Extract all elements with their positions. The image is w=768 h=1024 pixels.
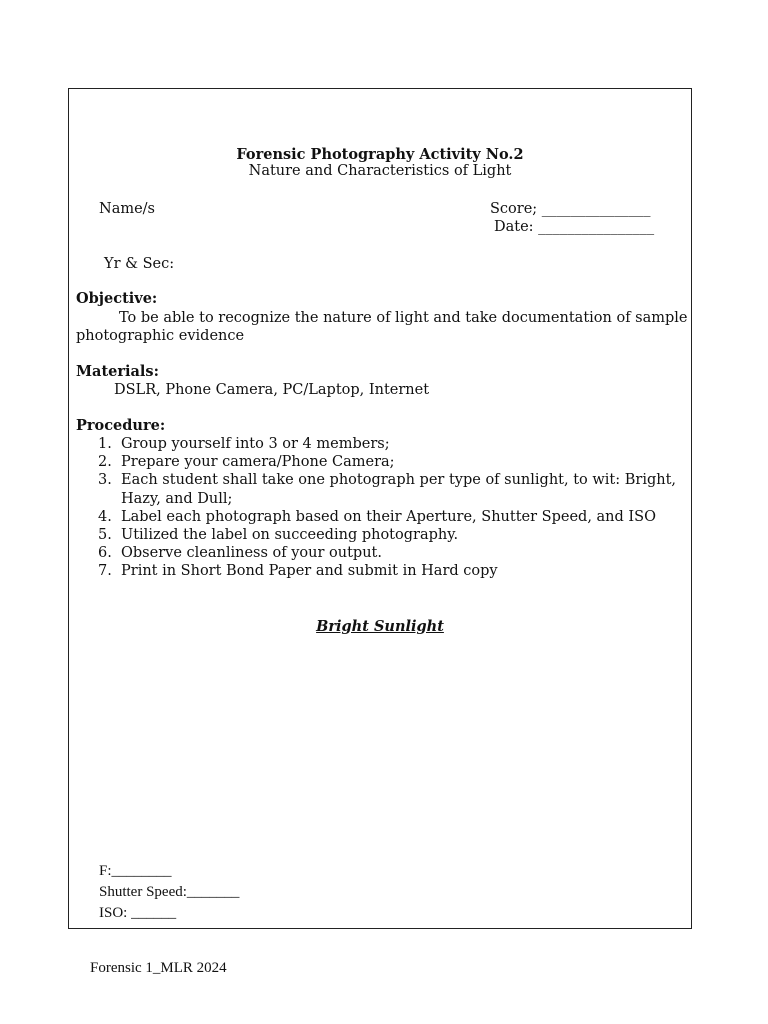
procedure-step — [76, 562, 688, 580]
iso-label: ISO: ______ — [99, 905, 177, 921]
step-text: Prepare your camera/Phone Camera; — [121, 454, 395, 471]
procedure-step — [76, 544, 688, 562]
procedure-step — [76, 435, 688, 453]
document-subtitle: Nature and Characteristics of Light — [248, 163, 512, 179]
step-number: 7. — [98, 563, 112, 580]
step-text: Group yourself into 3 or 4 members; — [121, 436, 390, 452]
step-number: 1. — [98, 436, 112, 452]
procedure-heading: Procedure: — [76, 417, 166, 434]
procedure-step — [76, 471, 688, 507]
step-text: Label each photograph based on their Aperture, Shutter Speed, and ISO — [121, 508, 656, 525]
objective-text-line1: To be able to recognize the nature of light and take documentation of sample — [119, 310, 688, 326]
shutter-speed-label: Shutter Speed:_______ — [99, 884, 240, 900]
step-text: Each student shall take one photograph per type of sunlight, to wit: Bright, Hazy, and Dull; — [121, 472, 677, 507]
step-number: 5. — [98, 527, 112, 544]
objective-text-line2: photographic evidence — [76, 328, 245, 344]
materials-text: DSLR, Phone Camera, PC/Laptop, Internet — [114, 382, 430, 398]
procedure-step — [76, 526, 688, 544]
materials-heading: Materials: — [76, 363, 159, 380]
step-number: 6. — [98, 545, 112, 562]
document-title: Forensic Photography Activity No.2 — [236, 146, 524, 163]
step-number: 3. — [98, 472, 112, 489]
step-number: 2. — [98, 454, 112, 471]
score-field-label: Score; _______________ — [490, 201, 651, 217]
aperture-label: F:________ — [99, 863, 172, 879]
step-text: Observe cleanliness of your output. — [121, 545, 382, 562]
date-field-label: Date: ________________ — [494, 219, 655, 235]
step-number: 4. — [98, 508, 112, 525]
procedure-step — [76, 453, 688, 471]
procedure-list — [76, 435, 688, 581]
page-footer: Forensic 1_MLR 2024 — [90, 960, 227, 976]
activity-sheet-frame — [68, 88, 692, 929]
yr-sec-field-label: Yr & Sec: — [104, 256, 175, 272]
name-field-label: Name/s — [99, 201, 155, 217]
photo-caption: Bright Sunlight — [316, 618, 444, 635]
objective-heading: Objective: — [76, 290, 158, 307]
procedure-step — [76, 508, 688, 526]
step-text: Utilized the label on succeeding photography. — [121, 527, 459, 544]
step-text: Print in Short Bond Paper and submit in Hard copy — [121, 563, 498, 580]
